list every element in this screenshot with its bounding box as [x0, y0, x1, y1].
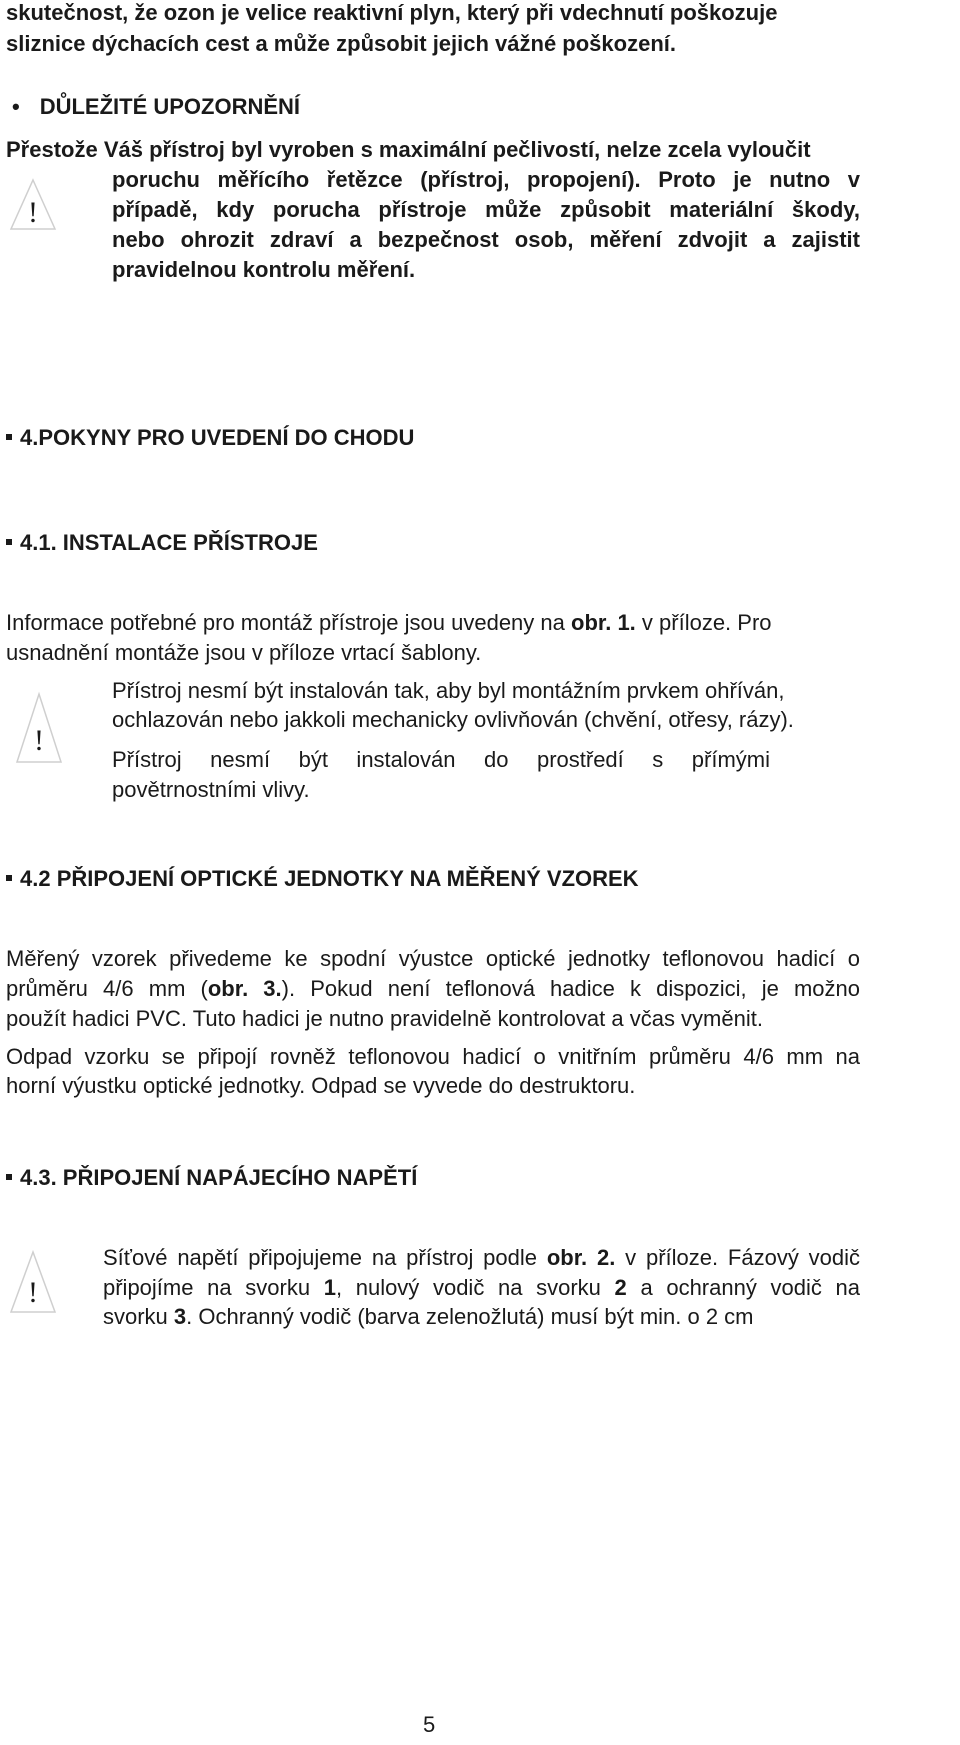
intro-line-1: skutečnost, že ozon je velice reaktivní plyn, který při vdechnutí poškozuje — [6, 0, 778, 25]
bullet: • — [12, 94, 20, 119]
warning-mark: ! — [28, 1276, 38, 1309]
section-4-2-heading: 4.2 PŘIPOJENÍ OPTICKÉ JEDNOTKY NA MĚŘENÝ VZOREK — [6, 866, 639, 892]
section-4-1-para-line-2: usnadnění montáže jsou v příloze vrtací šablony. — [6, 640, 482, 665]
section-4-3-line-1: Síťové napětí připojujeme na přístroj podle obr. 2. v příloze. Fázový vodič — [103, 1245, 860, 1270]
section-4-2-para-1-line-1: Měřený vzorek přivedeme ke spodní výustce optické jednotky teflonovou hadicí o — [6, 946, 860, 971]
section-4-3-heading: 4.3. PŘIPOJENÍ NAPÁJECÍHO NAPĚTÍ — [6, 1165, 417, 1191]
important-line-1: Přestože Váš přístroj byl vyroben s maximální pečlivostí, nelze zcela vyloučit — [6, 137, 811, 162]
square-bullet-icon — [6, 434, 12, 440]
warning-1-line-1: Přístroj nesmí být instalován tak, aby byl montážním prvkem ohříván, — [112, 678, 785, 703]
square-bullet-icon — [6, 1174, 12, 1180]
section-4-2-para-2-line-1: Odpad vzorku se připojí rovněž teflonovou hadicí o vnitřním průměru 4/6 mm na — [6, 1044, 860, 1069]
section-4-heading: 4.POKYNY PRO UVEDENÍ DO CHODU — [6, 425, 414, 451]
section-4-2-para-1-line-3: použít hadici PVC. Tuto hadici je nutno pravidelně kontrolovat a včas vyměnit. — [6, 1006, 763, 1031]
warning-2-line-2: povětrnostními vlivy. — [112, 777, 310, 802]
page-number: 5 — [423, 1712, 436, 1737]
section-4-3-line-2: připojíme na svorku 1, nulový vodič na svorku 2 a ochranný vodič na — [103, 1275, 860, 1300]
important-heading: • DŮLEŽITÉ UPOZORNĚNÍ — [12, 94, 301, 119]
warning-triangle-icon — [14, 688, 64, 773]
important-line-2: poruchu měřícího řetězce (přístroj, propojení). Proto je nutno v — [112, 167, 860, 192]
warning-triangle-icon — [8, 176, 58, 239]
section-4-3-line-3: svorku 3. Ochranný vodič (barva zelenožlutá) musí být min. o 2 cm — [103, 1304, 754, 1329]
section-4-1-heading: 4.1. INSTALACE PŘÍSTROJE — [6, 530, 318, 556]
important-line-5: pravidelnou kontrolu měření. — [112, 257, 416, 282]
warning-1-line-2: ochlazován nebo jakkoli mechanicky ovlivňován (chvění, otřesy, rázy). — [112, 707, 794, 732]
section-4-1-para-line-1: Informace potřebné pro montáž přístroje jsou uvedeny na obr. 1. v příloze. Pro — [6, 610, 772, 635]
important-line-3: případě, kdy porucha přístroje může způsobit materiální škody, — [112, 197, 860, 222]
important-line-4: nebo ohrozit zdraví a bezpečnost osob, měření zdvojit a zajistit — [112, 227, 860, 252]
intro-line-2: sliznice dýchacích cest a může způsobit jejich vážné poškození. — [6, 31, 676, 56]
section-4-2-para-2-line-2: horní výustku optické jednotky. Odpad se vyvede do destruktoru. — [6, 1073, 636, 1098]
warning-triangle-icon — [8, 1246, 58, 1323]
warning-2-line-1: Přístroj nesmí být instalován do prostředí s přímými — [112, 747, 770, 772]
warning-mark: ! — [28, 196, 38, 229]
warning-mark: ! — [34, 724, 44, 757]
square-bullet-icon — [6, 875, 12, 881]
square-bullet-icon — [6, 539, 12, 545]
section-4-2-para-1-line-2: průměru 4/6 mm (obr. 3.). Pokud není teflonová hadice k dispozici, je možno — [6, 976, 860, 1001]
